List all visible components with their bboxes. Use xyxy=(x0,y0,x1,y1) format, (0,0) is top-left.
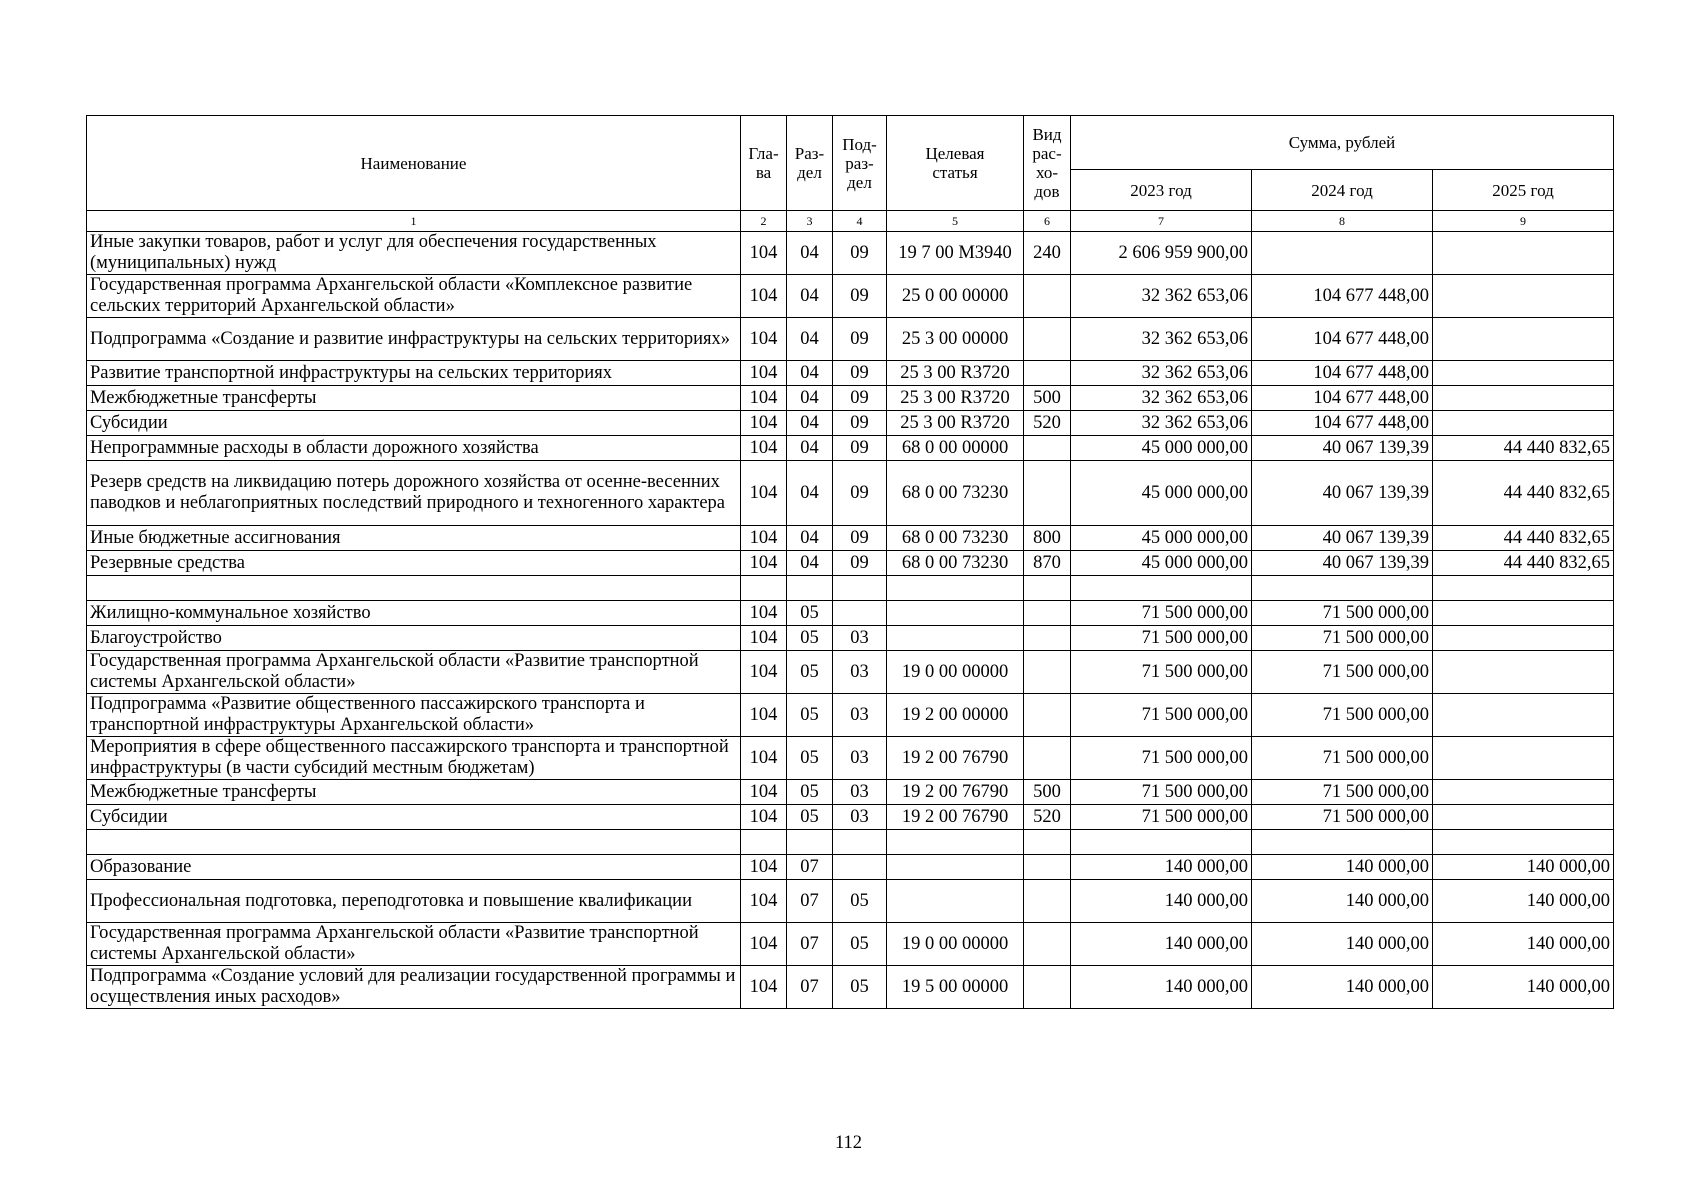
row-amount-2023: 71 500 000,00 xyxy=(1071,737,1252,780)
row-amount-2024: 71 500 000,00 xyxy=(1252,737,1433,780)
row-chapter: 104 xyxy=(741,386,787,411)
row-amount-2025 xyxy=(1433,626,1614,651)
table-row xyxy=(87,601,1614,626)
row-expense-type xyxy=(1024,880,1071,923)
row-name: Развитие транспортной инфраструктуры на сельских территориях xyxy=(87,361,741,386)
row-subsection: 09 xyxy=(833,232,887,275)
row-amount-2025 xyxy=(1433,576,1614,601)
row-amount-2023: 71 500 000,00 xyxy=(1071,805,1252,830)
row-expense-type xyxy=(1024,694,1071,737)
row-section: 04 xyxy=(787,436,833,461)
row-amount-2024: 71 500 000,00 xyxy=(1252,651,1433,694)
row-target: 25 3 00 00000 xyxy=(887,318,1024,361)
row-amount-2024: 40 067 139,39 xyxy=(1252,526,1433,551)
column-number: 2 xyxy=(741,211,787,232)
row-expense-type xyxy=(1024,923,1071,966)
row-chapter: 104 xyxy=(741,275,787,318)
row-section: 07 xyxy=(787,966,833,1009)
row-amount-2024: 40 067 139,39 xyxy=(1252,551,1433,576)
row-section xyxy=(787,576,833,601)
row-subsection: 09 xyxy=(833,386,887,411)
row-amount-2023: 71 500 000,00 xyxy=(1071,780,1252,805)
column-number: 7 xyxy=(1071,211,1252,232)
row-chapter: 104 xyxy=(741,232,787,275)
row-target xyxy=(887,601,1024,626)
row-name xyxy=(87,830,741,855)
row-chapter: 104 xyxy=(741,880,787,923)
row-section: 04 xyxy=(787,275,833,318)
row-amount-2024: 40 067 139,39 xyxy=(1252,461,1433,526)
row-target: 25 0 00 00000 xyxy=(887,275,1024,318)
header-target: Целевая статья xyxy=(887,116,1024,211)
row-amount-2023: 45 000 000,00 xyxy=(1071,436,1252,461)
row-subsection: 03 xyxy=(833,694,887,737)
row-amount-2024: 71 500 000,00 xyxy=(1252,805,1433,830)
table-row xyxy=(87,318,1614,361)
row-amount-2023: 140 000,00 xyxy=(1071,966,1252,1009)
column-number: 3 xyxy=(787,211,833,232)
row-name: Благоустройство xyxy=(87,626,741,651)
row-section: 05 xyxy=(787,805,833,830)
row-subsection: 05 xyxy=(833,880,887,923)
row-expense-type xyxy=(1024,361,1071,386)
row-target xyxy=(887,880,1024,923)
row-subsection xyxy=(833,576,887,601)
header-sum: Сумма, рублей xyxy=(1071,116,1614,170)
row-target: 68 0 00 00000 xyxy=(887,436,1024,461)
column-numbers-row xyxy=(87,211,1614,232)
header-section: Раз- дел xyxy=(787,116,833,211)
row-target: 19 7 00 М3940 xyxy=(887,232,1024,275)
row-section: 04 xyxy=(787,551,833,576)
row-amount-2025 xyxy=(1433,780,1614,805)
row-name: Межбюджетные трансферты xyxy=(87,386,741,411)
row-subsection: 09 xyxy=(833,275,887,318)
row-chapter: 104 xyxy=(741,626,787,651)
row-chapter: 104 xyxy=(741,318,787,361)
row-subsection xyxy=(833,601,887,626)
row-chapter xyxy=(741,576,787,601)
row-section: 04 xyxy=(787,411,833,436)
row-amount-2023: 71 500 000,00 xyxy=(1071,651,1252,694)
row-amount-2025: 140 000,00 xyxy=(1433,966,1614,1009)
row-amount-2025 xyxy=(1433,651,1614,694)
header-subsection: Под- раз- дел xyxy=(833,116,887,211)
row-expense-type: 240 xyxy=(1024,232,1071,275)
row-name: Государственная программа Архангельской области «Развитие транспортной системы Архангельской области» xyxy=(87,923,741,966)
row-expense-type xyxy=(1024,436,1071,461)
row-amount-2025 xyxy=(1433,232,1614,275)
table-row xyxy=(87,436,1614,461)
row-amount-2025 xyxy=(1433,361,1614,386)
row-amount-2024 xyxy=(1252,830,1433,855)
row-expense-type xyxy=(1024,626,1071,651)
row-name: Мероприятия в сфере общественного пассажирского транспорта и транспортной инфраструктуры (в части субсидий местным бюджетам) xyxy=(87,737,741,780)
table-row xyxy=(87,694,1614,737)
row-expense-type xyxy=(1024,737,1071,780)
row-subsection: 03 xyxy=(833,737,887,780)
row-target: 68 0 00 73230 xyxy=(887,461,1024,526)
page-number: 112 xyxy=(834,1133,863,1153)
table-row xyxy=(87,626,1614,651)
header-2024: 2024 год xyxy=(1252,170,1433,211)
column-number: 8 xyxy=(1252,211,1433,232)
row-chapter: 104 xyxy=(741,694,787,737)
row-chapter: 104 xyxy=(741,651,787,694)
row-name: Подпрограмма «Развитие общественного пассажирского транспорта и транспортной инфраструктуры Архангельской области» xyxy=(87,694,741,737)
row-target xyxy=(887,626,1024,651)
row-chapter: 104 xyxy=(741,436,787,461)
row-chapter: 104 xyxy=(741,601,787,626)
table-row xyxy=(87,880,1614,923)
row-target: 19 5 00 00000 xyxy=(887,966,1024,1009)
header-chapter: Гла- ва xyxy=(741,116,787,211)
column-number: 1 xyxy=(87,211,741,232)
column-number: 4 xyxy=(833,211,887,232)
row-amount-2024: 71 500 000,00 xyxy=(1252,780,1433,805)
row-amount-2023: 2 606 959 900,00 xyxy=(1071,232,1252,275)
column-number: 5 xyxy=(887,211,1024,232)
row-name: Иные закупки товаров, работ и услуг для обеспечения государственных (муниципальных) нужд xyxy=(87,232,741,275)
table-row xyxy=(87,361,1614,386)
row-amount-2024: 140 000,00 xyxy=(1252,966,1433,1009)
row-name: Резерв средств на ликвидацию потерь дорожного хозяйства от осенне-весенних паводков и неблагоприятных последствий природного и техногенного характера xyxy=(87,461,741,526)
row-chapter: 104 xyxy=(741,855,787,880)
row-amount-2025: 44 440 832,65 xyxy=(1433,461,1614,526)
row-expense-type xyxy=(1024,601,1071,626)
row-amount-2025: 44 440 832,65 xyxy=(1433,436,1614,461)
row-expense-type: 520 xyxy=(1024,411,1071,436)
row-name: Государственная программа Архангельской области «Комплексное развитие сельских территорий Архангельской области» xyxy=(87,275,741,318)
table-row xyxy=(87,461,1614,526)
column-number: 6 xyxy=(1024,211,1071,232)
row-amount-2023: 71 500 000,00 xyxy=(1071,601,1252,626)
row-subsection: 05 xyxy=(833,966,887,1009)
row-amount-2024 xyxy=(1252,232,1433,275)
row-subsection: 09 xyxy=(833,318,887,361)
row-target: 19 0 00 00000 xyxy=(887,923,1024,966)
table-row xyxy=(87,737,1614,780)
table-row xyxy=(87,651,1614,694)
row-target xyxy=(887,855,1024,880)
row-name xyxy=(87,576,741,601)
row-name: Непрограммные расходы в области дорожного хозяйства xyxy=(87,436,741,461)
row-subsection: 09 xyxy=(833,461,887,526)
row-section: 05 xyxy=(787,694,833,737)
table-row xyxy=(87,526,1614,551)
row-amount-2023: 32 362 653,06 xyxy=(1071,318,1252,361)
row-section: 04 xyxy=(787,318,833,361)
row-amount-2024: 104 677 448,00 xyxy=(1252,411,1433,436)
header-2023: 2023 год xyxy=(1071,170,1252,211)
row-chapter: 104 xyxy=(741,461,787,526)
row-amount-2024: 71 500 000,00 xyxy=(1252,601,1433,626)
table-row xyxy=(87,576,1614,601)
row-chapter: 104 xyxy=(741,551,787,576)
row-section: 04 xyxy=(787,461,833,526)
row-section: 05 xyxy=(787,651,833,694)
table-row xyxy=(87,923,1614,966)
row-target: 19 2 00 76790 xyxy=(887,780,1024,805)
row-name: Резервные средства xyxy=(87,551,741,576)
row-amount-2023: 140 000,00 xyxy=(1071,855,1252,880)
row-amount-2025 xyxy=(1433,275,1614,318)
row-amount-2023: 140 000,00 xyxy=(1071,923,1252,966)
column-number: 9 xyxy=(1433,211,1614,232)
row-subsection: 03 xyxy=(833,780,887,805)
header-2025: 2025 год xyxy=(1433,170,1614,211)
row-expense-type xyxy=(1024,576,1071,601)
row-chapter: 104 xyxy=(741,737,787,780)
row-subsection xyxy=(833,855,887,880)
row-chapter: 104 xyxy=(741,780,787,805)
row-name: Подпрограмма «Создание и развитие инфраструктуры на сельских территориях» xyxy=(87,318,741,361)
row-expense-type xyxy=(1024,275,1071,318)
row-target: 25 3 00 R3720 xyxy=(887,411,1024,436)
row-section: 07 xyxy=(787,880,833,923)
row-amount-2023: 71 500 000,00 xyxy=(1071,626,1252,651)
row-expense-type: 500 xyxy=(1024,780,1071,805)
row-section: 05 xyxy=(787,737,833,780)
row-section: 04 xyxy=(787,386,833,411)
row-amount-2023: 140 000,00 xyxy=(1071,880,1252,923)
row-amount-2024: 71 500 000,00 xyxy=(1252,626,1433,651)
row-chapter: 104 xyxy=(741,805,787,830)
row-name: Субсидии xyxy=(87,411,741,436)
table-row xyxy=(87,411,1614,436)
row-target: 68 0 00 73230 xyxy=(887,526,1024,551)
row-amount-2023: 71 500 000,00 xyxy=(1071,694,1252,737)
row-target: 19 2 00 76790 xyxy=(887,737,1024,780)
row-amount-2023: 45 000 000,00 xyxy=(1071,461,1252,526)
row-amount-2024: 140 000,00 xyxy=(1252,923,1433,966)
row-expense-type xyxy=(1024,830,1071,855)
row-amount-2024: 40 067 139,39 xyxy=(1252,436,1433,461)
row-amount-2023: 32 362 653,06 xyxy=(1071,386,1252,411)
row-amount-2024: 104 677 448,00 xyxy=(1252,275,1433,318)
row-target: 19 2 00 00000 xyxy=(887,694,1024,737)
row-name: Подпрограмма «Создание условий для реализации государственной программы и осуществления иных расходов» xyxy=(87,966,741,1009)
row-section: 05 xyxy=(787,780,833,805)
row-amount-2025 xyxy=(1433,318,1614,361)
row-amount-2025: 140 000,00 xyxy=(1433,923,1614,966)
row-amount-2024: 104 677 448,00 xyxy=(1252,361,1433,386)
row-amount-2025 xyxy=(1433,694,1614,737)
row-amount-2023: 32 362 653,06 xyxy=(1071,361,1252,386)
row-section: 07 xyxy=(787,923,833,966)
row-amount-2025 xyxy=(1433,830,1614,855)
row-name: Иные бюджетные ассигнования xyxy=(87,526,741,551)
table-row xyxy=(87,966,1614,1009)
row-section xyxy=(787,830,833,855)
row-subsection: 05 xyxy=(833,923,887,966)
row-expense-type xyxy=(1024,855,1071,880)
row-amount-2025 xyxy=(1433,411,1614,436)
row-amount-2025 xyxy=(1433,601,1614,626)
row-section: 05 xyxy=(787,626,833,651)
row-amount-2025: 140 000,00 xyxy=(1433,855,1614,880)
row-expense-type xyxy=(1024,651,1071,694)
row-amount-2025: 140 000,00 xyxy=(1433,880,1614,923)
table-row xyxy=(87,855,1614,880)
row-name: Межбюджетные трансферты xyxy=(87,780,741,805)
row-amount-2025: 44 440 832,65 xyxy=(1433,526,1614,551)
row-chapter xyxy=(741,830,787,855)
row-amount-2025 xyxy=(1433,386,1614,411)
row-chapter: 104 xyxy=(741,526,787,551)
row-amount-2024: 140 000,00 xyxy=(1252,880,1433,923)
row-amount-2024 xyxy=(1252,576,1433,601)
table-row xyxy=(87,551,1614,576)
row-amount-2025 xyxy=(1433,805,1614,830)
row-target: 68 0 00 73230 xyxy=(887,551,1024,576)
row-section: 05 xyxy=(787,601,833,626)
row-target: 19 0 00 00000 xyxy=(887,651,1024,694)
row-amount-2023 xyxy=(1071,576,1252,601)
row-amount-2024: 104 677 448,00 xyxy=(1252,318,1433,361)
row-subsection: 09 xyxy=(833,526,887,551)
row-expense-type xyxy=(1024,461,1071,526)
table-row xyxy=(87,805,1614,830)
row-section: 04 xyxy=(787,526,833,551)
row-subsection: 09 xyxy=(833,361,887,386)
row-chapter: 104 xyxy=(741,411,787,436)
row-expense-type: 520 xyxy=(1024,805,1071,830)
row-chapter: 104 xyxy=(741,361,787,386)
table-row xyxy=(87,232,1614,275)
row-section: 04 xyxy=(787,232,833,275)
row-expense-type xyxy=(1024,966,1071,1009)
row-chapter: 104 xyxy=(741,923,787,966)
row-name: Профессиональная подготовка, переподготовка и повышение квалификации xyxy=(87,880,741,923)
row-name: Субсидии xyxy=(87,805,741,830)
row-expense-type: 500 xyxy=(1024,386,1071,411)
row-target xyxy=(887,576,1024,601)
row-target: 19 2 00 76790 xyxy=(887,805,1024,830)
row-subsection xyxy=(833,830,887,855)
row-subsection: 03 xyxy=(833,651,887,694)
header-expense-type: Вид рас- хо- дов xyxy=(1024,116,1071,211)
header-name: Наименование xyxy=(87,116,741,211)
row-section: 04 xyxy=(787,361,833,386)
row-subsection: 03 xyxy=(833,805,887,830)
row-amount-2024: 104 677 448,00 xyxy=(1252,386,1433,411)
row-expense-type: 870 xyxy=(1024,551,1071,576)
row-chapter: 104 xyxy=(741,966,787,1009)
row-expense-type: 800 xyxy=(1024,526,1071,551)
table-row xyxy=(87,386,1614,411)
row-expense-type xyxy=(1024,318,1071,361)
row-target xyxy=(887,830,1024,855)
row-name: Государственная программа Архангельской области «Развитие транспортной системы Архангельской области» xyxy=(87,651,741,694)
row-name: Жилищно-коммунальное хозяйство xyxy=(87,601,741,626)
row-amount-2023: 32 362 653,06 xyxy=(1071,411,1252,436)
row-amount-2023: 45 000 000,00 xyxy=(1071,526,1252,551)
row-target: 25 3 00 R3720 xyxy=(887,361,1024,386)
row-name: Образование xyxy=(87,855,741,880)
table-row xyxy=(87,275,1614,318)
row-subsection: 03 xyxy=(833,626,887,651)
row-amount-2025 xyxy=(1433,737,1614,780)
row-subsection: 09 xyxy=(833,436,887,461)
row-target: 25 3 00 R3720 xyxy=(887,386,1024,411)
row-amount-2023 xyxy=(1071,830,1252,855)
row-amount-2024: 140 000,00 xyxy=(1252,855,1433,880)
row-amount-2025: 44 440 832,65 xyxy=(1433,551,1614,576)
row-subsection: 09 xyxy=(833,551,887,576)
row-subsection: 09 xyxy=(833,411,887,436)
table-body xyxy=(87,232,1614,1009)
row-amount-2023: 45 000 000,00 xyxy=(1071,551,1252,576)
budget-table xyxy=(86,115,1614,1009)
row-amount-2023: 32 362 653,06 xyxy=(1071,275,1252,318)
table-row xyxy=(87,780,1614,805)
table-row xyxy=(87,830,1614,855)
row-amount-2024: 71 500 000,00 xyxy=(1252,694,1433,737)
row-section: 07 xyxy=(787,855,833,880)
